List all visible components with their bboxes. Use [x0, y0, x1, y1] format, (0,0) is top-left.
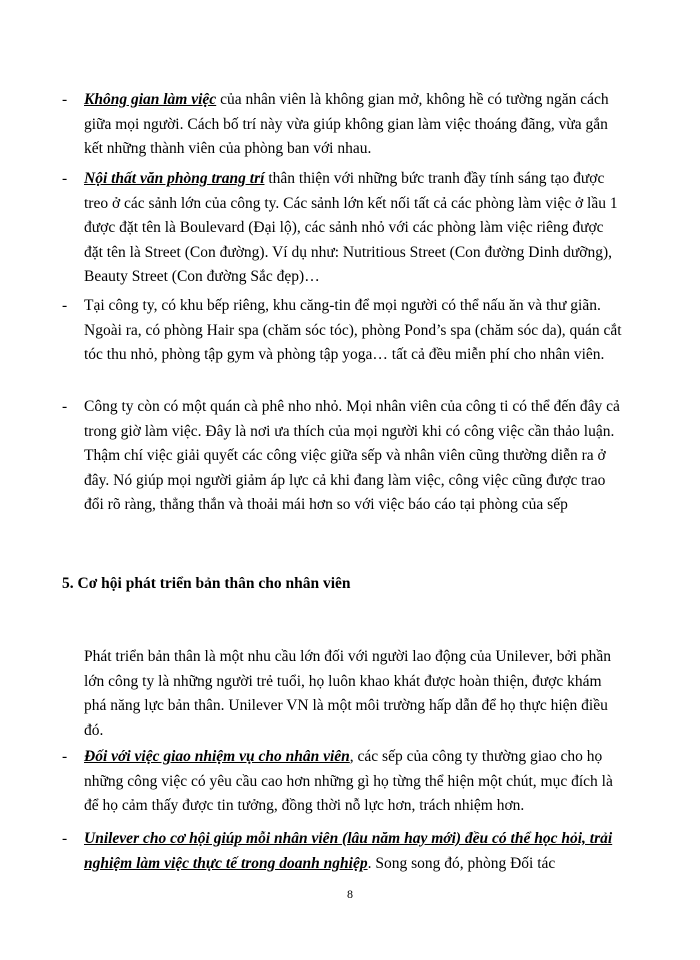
page-number: 8 — [347, 887, 353, 901]
emphasis-text: Đối với việc giao nhiệm vụ cho nhân viên — [84, 748, 350, 765]
bullet-dash: - — [62, 398, 68, 415]
body-text: của nhân viên là không gian mở, không hề có tường ngăn cách giữa mọi người. Cách bố trí này vừa giúp không gian làm việc thoáng đãng, vừa gắn kết những thành viên của phòng ban với nhau. — [84, 91, 609, 157]
bullet-interior — [62, 167, 622, 290]
intro-paragraph: Phát triển bản thân là một nhu cầu lớn đối với người lao động của Unilever, bởi phần lớn công ty là những người trẻ tuổi, họ luôn khao khát được hoàn thiện, được khám phá năng lực bản thân. Unilever VN là một môi trường hấp dẫn để họ thực hiện điều đó. — [84, 648, 611, 739]
emphasis-text: Unilever cho cơ hội giúp mỗi nhân viên (lâu năm hay mới) đều có thể học hỏi, trải nghiệm làm việc thực tế trong doanh nghiệp — [84, 830, 613, 872]
bullet-opportunity — [62, 827, 622, 876]
body-text: . Song song đó, phòng Đối tác — [367, 854, 556, 872]
body-text: thân thiện với những bức tranh đầy tính sáng tạo được treo ở các sảnh lớn của công ty. Các sảnh lớn kết nối tất cả các phòng làm việc ở lầu 1 được đặt tên là Boulevard (Đại lộ), các sảnh nhỏ với các phòng làm việc riêng được đặt tên là Street (Con đường). Ví dụ như: Nutritious Street (Con đường Dinh dưỡng), Beauty Street (Con đường Sắc đẹp)… — [84, 170, 618, 285]
emphasis-text: Nội thất văn phòng trang trí — [84, 170, 265, 187]
bullet-dash: - — [62, 830, 68, 847]
body-text: Công ty còn có một quán cà phê nho nhỏ. Mọi nhân viên của công ti có thể đến đây cả trong giờ làm việc. Đây là nơi ưa thích của mọi người khi có công việc cần thảo luận. Thậm chí việc giải quyết các công việc giữa sếp và nhân viên cũng thường diễn ra ở đây. Nó giúp mọi người giảm áp lực cả khi đang làm việc, công việc cũng được trao đổi rõ ràng, thẳng thắn và thoải mái hơn so với việc báo cáo tại phòng của sếp — [84, 398, 620, 513]
body-text: , các sếp của công ty thường giao cho họ những công việc có yêu cầu cao hơn những gì họ từng thể hiện một chút, mục đích là để họ cảm thấy được tin tưởng, đồng thời nỗ lực hơn, trách nhiệm hơn. — [84, 748, 613, 814]
bullet-dash: - — [62, 748, 68, 765]
emphasis-text: Không gian làm việc — [84, 91, 217, 108]
section-heading: 5. Cơ hội phát triển bản thân cho nhân viên — [62, 575, 351, 592]
bullet-kitchen — [62, 294, 622, 368]
body-text: Tại công ty, có khu bếp riêng, khu căng-tin để mọi người có thể nấu ăn và thư giãn. Ngoài ra, có phòng Hair spa (chăm sóc tóc), phòng Pond’s spa (chăm sóc da), quán cắt tóc thu nhỏ, phòng tập gym và phòng tập yoga… tất cả đều miễn phí cho nhân viên. — [84, 297, 622, 363]
bullet-dash: - — [62, 297, 68, 314]
bullet-dash: - — [62, 170, 68, 187]
bullet-cafe — [62, 395, 622, 518]
bullet-workspace — [62, 88, 622, 162]
bullet-dash: - — [62, 91, 68, 108]
bullet-assignment — [62, 745, 622, 819]
